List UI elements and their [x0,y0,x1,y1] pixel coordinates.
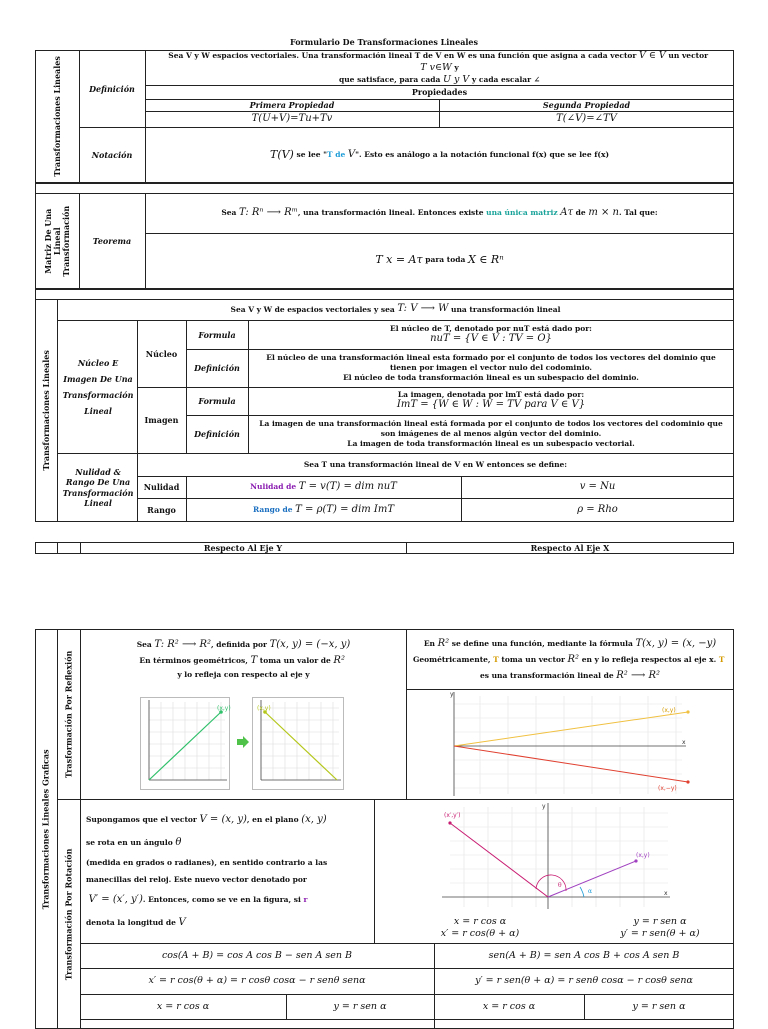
respecto-eje-y: Respecto Al Eje Y [203,543,283,553]
imagen-formula-label: Formula [198,396,236,406]
imagen-definicion-label: Definición [194,429,240,439]
definicion-label: Definición [89,83,135,94]
definicion-text: Sea V y W espacios vectoriales. Una transformación lineal T de V en W es una función que asigna a cada vector V ∈ V un vector T v∈W y que satisface, para cada U y V y cada escalar ∠ [168,50,709,85]
reflexion-y-graph-original [140,697,230,790]
formula-x-cos-a: x = r cos α [156,1000,210,1012]
formula-y-sen-a: y = r sen α [333,1000,387,1012]
imagen-label: Imagen [144,415,179,425]
pt-xy-label: (x,y) [636,852,650,859]
rot-y-formulas: y = r sen α y′ = r sen(θ + α) [620,916,700,939]
pt-xy-label: (x,y) [217,705,231,712]
graph-rot-svg [440,801,672,911]
pt-rot-label: (x′,y′) [444,812,461,819]
formula-sen-sum: sen(A + B) = sen A cos B + cos A sen B [488,949,680,961]
formula-cos-sum: cos(A + B) = cos A cos B − sen A sen B [161,949,353,961]
theta-label: θ [558,882,562,889]
rango-formula: Rango de T = ρ(T) = dim ImT [252,503,395,515]
reflexion-label: Trasformación Por Reflexión [63,650,74,778]
nulidad-rango-group-label: Nulidad & Rango De Una Transformación Lineal [62,466,134,508]
rotacion-graph [440,801,672,911]
nulidad-intro: Sea T una transformación lineal de V en W entonces se define: [303,459,568,469]
formula-x-cos-b: x = r cos α [482,1000,536,1012]
teorema-line2: T x = Aτ para toda X ∈ Rⁿ [375,253,504,267]
formula-y-sen-b: y = r sen α [632,1000,686,1012]
axis-x-label: x [682,739,686,746]
pt-xy-label: (x,y) [257,705,271,712]
notacion-text: T(V) se lee " T de V ". Esto es análogo a la notación funcional f(x) que se lee f(x) [269,148,609,162]
propiedades-header: Propiedades [411,87,468,97]
alpha-label: α [588,888,593,895]
nulidad-right: v = Nu [579,480,616,492]
section1-side-label: Transformaciones Lineales [51,56,62,177]
imagen-definicion: La imagen de una transformación lineal está formada por el conjunto de todos los vectores del codominio que son imágenes de al menos algún vector del dominio. La imagen de toda transformación lineal es un subespacio vectorial. [259,419,723,448]
pt-neg-label: (x,−y) [658,785,677,792]
axis-y-label: y [542,803,546,810]
rotacion-text: Supongamos que el vector V = (x, y) , en el plano (x, y) se rota en un ángulo θ (medida en grados o radianes), en sentido contrario a las manecillas del reloj. Este nuevo vector denotado por V′ = (x′, y′) . Entonces, como se ve en la figura, si r denota la longitud de V [86,813,328,929]
nucleo-label: Núcleo [145,348,178,359]
imagen-formula: La imagen, denotada por lmT está dado por: ImT = {W ∈ W : W = TV para V ∈ V} [396,390,586,411]
nulidad-formula: Nulidad de T = v(T) = dim nuT [250,480,397,492]
nucleo-definicion: El núcleo de una transformación lineal esta formado por el conjunto de todos los vectores del dominio que tienen por imagen el vector nulo del codominio. El núcleo de toda transformación lineal es un subespacio del dominio. [266,353,716,382]
rango-label: Rango [147,505,176,515]
reflexion-eje-x-text: En R² se define una función, mediante la fórmula T(x, y) = (x, −y) Geométricamente, T toma un vector R² en y lo refleja respectos al eje x. T es una transformación lineal de R² ⟶ R² [412,637,725,681]
notacion-label: Notación [91,150,133,160]
reflexion-x-graph [450,690,690,797]
segunda-propiedad-label: Segunda Propiedad [542,100,631,110]
formula-y-prime: y′ = r sen(θ + α) = r senθ cosα − r cosθ senα [475,975,693,987]
rot-x-formulas: x = r cos α x′ = r cos(θ + α) [440,916,520,939]
reflexion-y-graph-reflected [252,697,344,790]
nulidad-label: Nulidad [143,482,180,492]
section2-side-label: Matriz De Una Lineal Transformación [42,205,71,277]
nucleo-definicion-label: Definición [194,363,240,373]
rotacion-label: Transformación Por Rotación [63,848,74,980]
primera-propiedad-formula: T(U+V)=Tu+Tv [251,112,333,124]
arrow-right-icon [236,735,250,749]
primera-propiedad-label: Primera Propiedad [249,100,335,110]
section5-side-label: Transformaciones Lineales Graficas [40,749,51,909]
teorema-label: Teorema [92,236,132,246]
segunda-propiedad-formula: T(∠V)=∠TV [556,112,617,124]
axis-x-label: x [664,890,668,897]
section3-side-label: Transformaciones Lineales [40,350,51,471]
graph-reflected-svg [253,698,343,789]
nucleo-imagen-group-label: Núcleo E Imagen De Una Transformación Lineal [62,357,134,416]
respecto-eje-x: Respecto Al Eje X [530,543,610,553]
reflexion-eje-y-text: Sea T: R² ⟶ R² , definida por T(x, y) = (−x, y) En términos geométricos, T toma un valor de R² y lo refleja con respecto al eje y [136,639,351,679]
graph-original-svg [141,698,229,789]
pt-xy-label: (x,y) [662,707,676,714]
nucleo-intro: Sea V y W de espacios vectoriales y sea T: V ⟶ W una transformación lineal [230,303,561,315]
nucleo-formula: El núcleo de T, denotado por nuT está dado por: nuT = {V ∈ V : TV = O} [390,323,592,344]
page-title: Formulario De Transformaciones Lineales [289,37,479,47]
rango-right: ρ = Rho [577,503,618,515]
axis-y-label: y [450,691,454,698]
teorema-line1: Sea T: Rⁿ ⟶ Rᵐ , una transformación lineal. Entonces existe una única matriz Aτ de m × n . Tal que: [221,206,658,218]
nucleo-formula-label: Formula [198,329,236,340]
formula-x-prime: x′ = r cos(θ + α) = r cosθ cosα − r senθ senα [148,975,366,987]
graph-x-svg [450,690,690,797]
